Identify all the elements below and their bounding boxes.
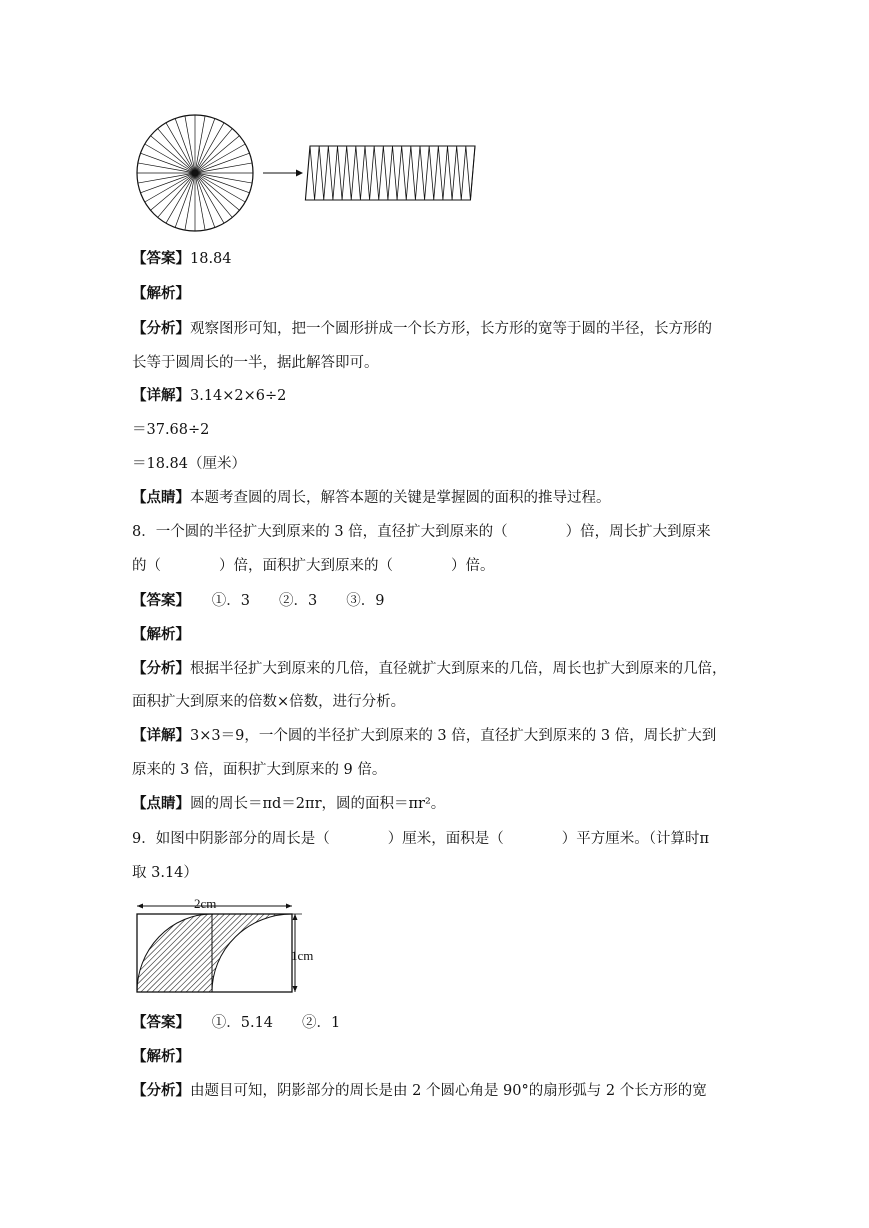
point-text: 本题考查圆的周长，解答本题的关键是掌握圆的面积的推导过程。 xyxy=(190,490,611,506)
detail-label: 【详解】 xyxy=(132,727,190,744)
answer-tag: 【答案】 xyxy=(132,1014,183,1031)
answer-value: 18.84 xyxy=(190,251,232,267)
analysis-tag: 【解析】 xyxy=(132,1048,190,1065)
analysis-tag: 【解析】 xyxy=(132,626,190,643)
circle-to-rectangle-figure xyxy=(130,108,490,238)
analysis-label: 【分析】 xyxy=(132,1082,190,1099)
q8-answer-line xyxy=(132,591,384,611)
q7-analysis-line-2: 长等于圆周长的一半，据此解答即可。 xyxy=(132,355,379,371)
analysis-label: 【分析】 xyxy=(132,660,190,677)
detail-label: 【详解】 xyxy=(132,387,190,404)
detail-text: 3.14×2×6÷2 xyxy=(190,388,287,404)
shaded-region-figure xyxy=(130,895,330,1000)
detail-text: 3×3＝9，一个圆的半径扩大到原来的 3 倍，直径扩大到原来的 3 倍，周长扩大到 xyxy=(190,728,717,744)
sector-zigzag xyxy=(310,146,475,200)
circle-center xyxy=(192,170,199,177)
q8-detail-line-1 xyxy=(132,726,716,746)
answer-value: ①．3 ②．3 ③．9 xyxy=(182,593,385,609)
q7-detail-line-1 xyxy=(132,386,286,406)
answer-tag: 【答案】 xyxy=(132,250,190,267)
rearranged-rectangle xyxy=(305,146,475,200)
q9-answer-line xyxy=(132,1013,340,1033)
width-label: 2cm xyxy=(194,896,217,911)
q7-detail-line-2: ＝37.68÷2 xyxy=(132,422,210,438)
analysis-text: 根据半径扩大到原来的几倍，直径就扩大到原来的几倍，周长也扩大到原来的几倍， xyxy=(190,661,727,677)
answer-tag: 【答案】 xyxy=(132,592,183,609)
q8-detail-line-2: 原来的 3 倍，面积扩大到原来的 9 倍。 xyxy=(132,762,387,778)
analysis-text: 观察图形可知，把一个圆形拼成一个长方形，长方形的宽等于圆的半径，长方形的 xyxy=(190,321,712,337)
answer-value: ①．5.14 ②．1 xyxy=(182,1015,341,1031)
analysis-label: 【分析】 xyxy=(132,320,190,337)
sector-circle xyxy=(137,115,253,231)
analysis-text: 由题目可知，阴影部分的周长是由 2 个圆心角是 90°的扇形弧与 2 个长方形的宽 xyxy=(190,1083,707,1099)
height-label: 1cm xyxy=(291,948,314,963)
q8-point-line xyxy=(132,794,445,814)
q8-question-line-2: 的（ ）倍，面积扩大到原来的（ ）倍。 xyxy=(132,558,495,574)
q7-point-line xyxy=(132,488,611,508)
q9-analysis-line-1 xyxy=(132,1081,707,1101)
point-label: 【点睛】 xyxy=(132,489,190,506)
shaded-regions xyxy=(137,914,292,992)
q9-question-line-2: 取 3.14） xyxy=(132,865,198,881)
point-label: 【点睛】 xyxy=(132,795,190,812)
q7-answer-line xyxy=(132,249,232,269)
arrow xyxy=(263,170,303,177)
q7-detail-line-3: ＝18.84（厘米） xyxy=(132,456,247,472)
q8-analysis-line-2: 面积扩大到原来的倍数×倍数，进行分析。 xyxy=(132,694,406,710)
q8-analysis-line-1 xyxy=(132,659,727,679)
q9-question-line-1: 9．如图中阴影部分的周长是（ ）厘米，面积是（ ）平方厘米。（计算时π xyxy=(132,831,710,847)
point-text: 圆的周长＝πd＝2πr，圆的面积＝πr²。 xyxy=(190,796,446,812)
q8-question-line-1: 8．一个圆的半径扩大到原来的 3 倍，直径扩大到原来的（ ）倍，周长扩大到原来 xyxy=(132,524,711,540)
analysis-tag: 【解析】 xyxy=(132,285,190,302)
q7-analysis-line-1 xyxy=(132,319,712,339)
